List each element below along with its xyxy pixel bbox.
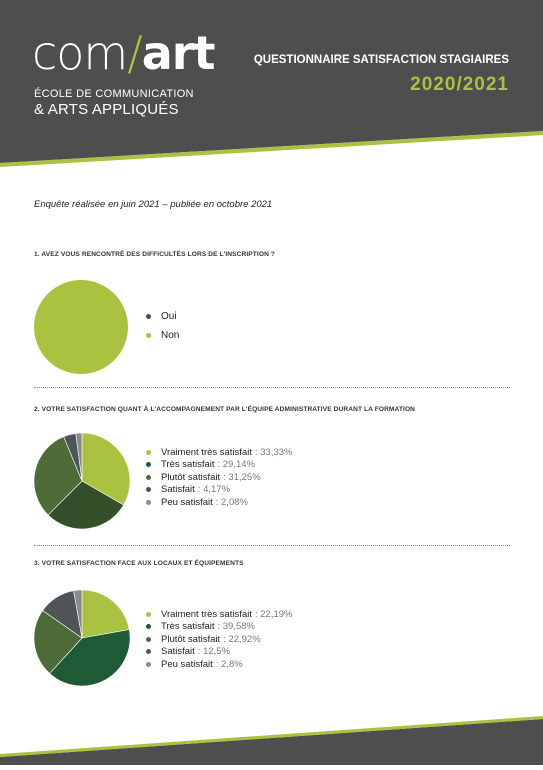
legend-dot-icon (146, 612, 151, 617)
legend-item (146, 496, 292, 509)
legend-label: Oui (161, 311, 177, 322)
legend-dot-icon (146, 462, 151, 467)
legend-label: Vraiment très satisfait (161, 446, 252, 458)
legend-item (146, 621, 292, 634)
legend-label: Satisfait (161, 484, 195, 496)
section-divider (34, 387, 510, 388)
document-title: QUESTIONNAIRE SATISFACTION STAGIAIRES (253, 54, 509, 66)
page-header (0, 0, 543, 170)
legend-label: Plutôt satisfait (161, 471, 221, 483)
question-3-legend (146, 608, 292, 671)
legend-item (146, 484, 292, 497)
legend-item (146, 658, 292, 671)
legend-label: Très satisfait (161, 459, 215, 471)
legend-value: : 2,08% (215, 496, 248, 508)
legend-dot-icon (146, 450, 151, 455)
legend-label: Très satisfait (161, 621, 215, 633)
legend-item-oui (146, 307, 179, 326)
legend-dot-icon (146, 487, 151, 492)
logo-com: com (32, 26, 128, 80)
legend-dot-icon (146, 662, 151, 667)
legend-item (146, 646, 292, 659)
legend-value: : 39,58% (217, 621, 255, 633)
legend-dot-icon (146, 475, 151, 480)
legend-dot-icon (146, 649, 151, 654)
legend-dot-icon (146, 500, 151, 505)
legend-label: Satisfait (161, 646, 195, 658)
legend-value: : 22,92% (223, 633, 261, 645)
legend-dot-icon (146, 314, 151, 319)
logo-slash: / (127, 26, 142, 80)
legend-item (146, 633, 292, 646)
legend-value: : 2,8% (215, 658, 243, 670)
legend-value: : 29,14% (217, 459, 255, 471)
question-3-title: 3. VOTRE SATISFACTION FACE AUX LOCAUX ET ÉQUIPEMENTS (34, 560, 244, 567)
pie-slice-non (34, 280, 128, 374)
legend-value: : 12,5% (197, 646, 231, 658)
legend-value: : 4,17% (197, 484, 231, 496)
legend-dot-icon (146, 637, 151, 642)
legend-dot-icon (146, 333, 151, 338)
question-2-legend (146, 446, 292, 509)
legend-dot-icon (146, 624, 151, 629)
legend-item (146, 459, 292, 472)
legend-item (146, 446, 292, 459)
section-divider (34, 545, 510, 546)
question-1-legend (146, 307, 179, 345)
legend-label: Peu satisfait (161, 658, 213, 670)
legend-label: Peu satisfait (161, 496, 213, 508)
legend-label: Non (161, 330, 180, 341)
legend-value: : 31,25% (223, 471, 261, 483)
page-footer (0, 705, 543, 765)
logo-art: art (141, 26, 215, 80)
legend-item (146, 608, 292, 621)
legend-item (146, 471, 292, 484)
question-1-title: 1. AVEZ VOUS RENCONTRÉ DES DIFFICULTÉS LORS DE L'INSCRIPTION ? (34, 251, 276, 258)
question-3-pie-chart (33, 589, 131, 687)
question-2-title: 2. VOTRE SATISFACTION QUANT À L'ACCOMPAGNEMENT PAR L'ÉQUIPE ADMINISTRATIVE DURANT LA FORMATION (34, 406, 416, 413)
document-year: 2020/2021 (410, 74, 509, 95)
question-1-pie-chart (33, 279, 129, 375)
question-2-pie-chart (33, 432, 131, 530)
logo-subtitle-line1: ÉCOLE DE COMMUNICATION (34, 88, 194, 100)
logo (32, 26, 215, 80)
legend-value: : 33,33% (254, 446, 293, 458)
legend-item-non (146, 326, 179, 345)
legend-label: Plutôt satisfait (161, 633, 221, 645)
logo-subtitle-line2: & ARTS APPLIQUÉS (34, 101, 179, 118)
legend-value: : 22,19% (254, 608, 293, 620)
legend-label: Vraiment très satisfait (161, 608, 252, 620)
footer-background (0, 705, 543, 765)
survey-intro: Enquête réalisée en juin 2021 – publiée en octobre 2021 (34, 199, 273, 210)
